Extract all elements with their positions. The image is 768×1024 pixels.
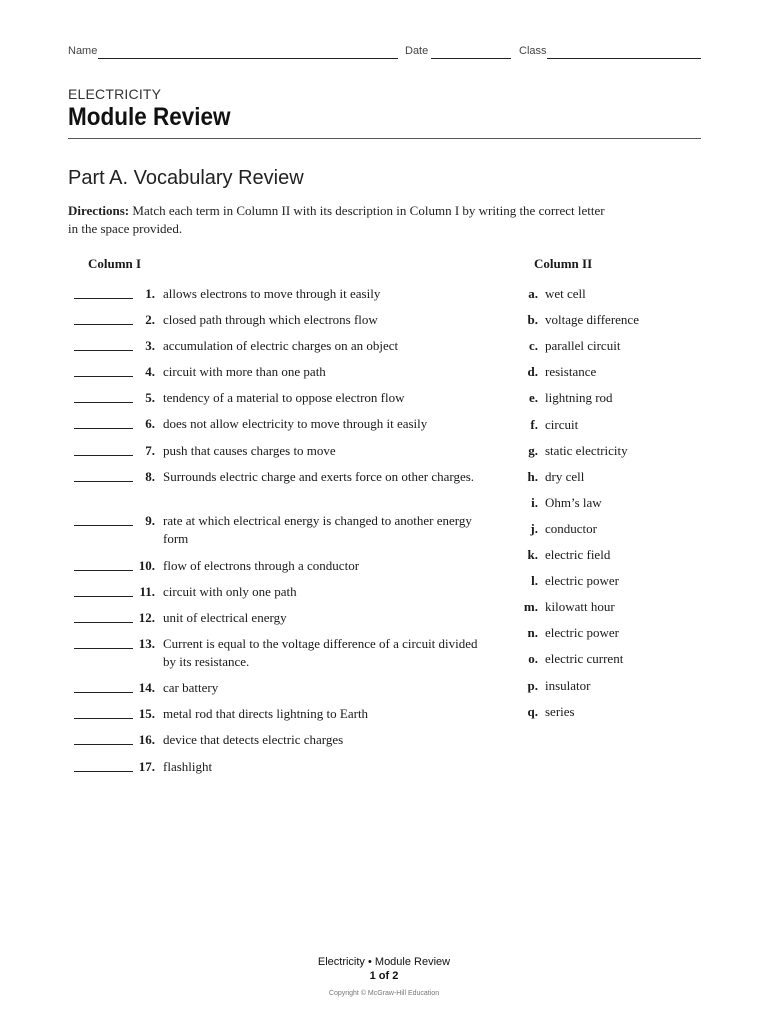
option-text: parallel circuit xyxy=(545,338,621,354)
answer-blank[interactable] xyxy=(74,298,133,299)
question-text: unit of electrical energy xyxy=(163,610,287,625)
option-text: voltage difference xyxy=(545,312,639,328)
question-text: accumulation of electric charges on an object xyxy=(163,338,399,353)
question-number: 3. xyxy=(145,338,155,353)
answer-blank[interactable] xyxy=(74,570,133,571)
option-text: lightning rod xyxy=(545,390,613,406)
question-text: metal rod that directs lightning to Earth xyxy=(163,706,369,721)
class-label: Class xyxy=(519,45,547,57)
footer-title: Electricity • Module Review xyxy=(317,956,451,968)
option-text: electric power xyxy=(545,625,619,641)
answer-blank[interactable] xyxy=(74,525,133,526)
answer-blank[interactable] xyxy=(74,376,133,377)
option-text: circuit xyxy=(545,416,579,432)
option-letter: p. xyxy=(527,677,538,693)
name-label: Name xyxy=(68,45,98,57)
question-text: flow of electrons through a conductor xyxy=(163,558,360,573)
question-text: circuit with only one path xyxy=(163,584,297,599)
answer-blank[interactable] xyxy=(74,481,133,482)
option-letter: h. xyxy=(527,468,538,484)
answer-blank[interactable] xyxy=(74,350,133,351)
question-text: device that detects electric charges xyxy=(163,732,344,747)
question-text: Current is equal to the voltage difference of a circuit divided by its resistance. xyxy=(163,636,478,669)
option-letter: b. xyxy=(527,312,538,328)
option-letter: m. xyxy=(523,599,538,615)
answer-blank[interactable] xyxy=(74,455,133,456)
answer-blank[interactable] xyxy=(74,622,133,623)
answer-blank[interactable] xyxy=(74,692,133,693)
question-number: 9. xyxy=(145,513,155,528)
answer-blank[interactable] xyxy=(74,648,133,649)
option-letter: f. xyxy=(530,416,538,432)
answer-blank[interactable] xyxy=(74,744,133,745)
question-number: 16. xyxy=(138,732,155,747)
question-number: 10. xyxy=(138,558,155,573)
answer-blank[interactable] xyxy=(74,718,133,719)
option-letter: q. xyxy=(527,703,538,719)
option-letter: n. xyxy=(527,625,538,641)
page-number: 1 of 2 xyxy=(369,970,399,982)
question-text: closed path through which electrons flow xyxy=(163,312,378,327)
answer-blank[interactable] xyxy=(74,402,133,403)
question-text: flashlight xyxy=(163,759,213,774)
option-text: wet cell xyxy=(545,286,586,301)
question-text: Surrounds electric charge and exerts force on other charges. xyxy=(163,469,475,484)
option-text: electric current xyxy=(545,651,624,667)
option-text: kilowatt hour xyxy=(545,599,615,615)
column2-header: Column II xyxy=(534,256,593,271)
question-text: tendency of a material to oppose electron flow xyxy=(163,390,405,405)
option-letter: a. xyxy=(528,286,538,301)
option-letter: o. xyxy=(528,651,538,667)
question-number: 14. xyxy=(138,680,155,695)
option-text: static electricity xyxy=(545,442,628,458)
question-text: allows electrons to move through it easily xyxy=(163,286,381,301)
question-text: rate at which electrical energy is changed to another energy form xyxy=(163,513,472,546)
student-info-header xyxy=(68,44,701,62)
question-number: 4. xyxy=(145,364,155,379)
question-number: 17. xyxy=(138,759,155,774)
question-number: 12. xyxy=(138,610,155,625)
option-letter: e. xyxy=(528,390,538,406)
question-number: 2. xyxy=(145,312,155,327)
option-letter: g. xyxy=(528,442,538,458)
question-number: 11. xyxy=(139,584,155,599)
question-number: 7. xyxy=(145,443,155,458)
question-number: 13. xyxy=(138,636,155,651)
answer-blank[interactable] xyxy=(74,596,133,597)
answer-blank[interactable] xyxy=(74,771,133,772)
option-text: electric power xyxy=(545,573,619,589)
subject-label: ELECTRICITY xyxy=(68,86,162,102)
question-text: push that causes charges to move xyxy=(163,443,336,458)
option-text: conductor xyxy=(545,520,597,536)
answer-blank[interactable] xyxy=(74,324,133,325)
option-text: electric field xyxy=(545,547,611,562)
option-text: resistance xyxy=(545,364,597,380)
option-letter: d. xyxy=(527,364,538,380)
option-letter: c. xyxy=(528,338,538,354)
option-letter: j. xyxy=(530,520,538,536)
question-text: does not allow electricity to move through it easily xyxy=(163,416,428,431)
option-text: insulator xyxy=(545,677,591,693)
option-letter: l. xyxy=(531,573,538,589)
option-text: dry cell xyxy=(545,468,585,484)
question-number: 6. xyxy=(145,416,155,431)
option-letter: k. xyxy=(527,547,538,562)
class-field[interactable] xyxy=(547,58,701,59)
copyright: Copyright © McGraw-Hill Education xyxy=(328,990,440,997)
question-number: 5. xyxy=(145,390,155,405)
question-number: 8. xyxy=(145,469,155,484)
question-number: 1. xyxy=(145,286,155,301)
column1-header: Column I xyxy=(88,256,142,271)
title-divider xyxy=(68,138,701,139)
directions xyxy=(68,202,608,238)
question-number: 15. xyxy=(138,706,155,721)
answer-blank[interactable] xyxy=(74,428,133,429)
question-text: car battery xyxy=(163,680,219,695)
directions-label: Directions: xyxy=(68,203,130,218)
part-title: Part A. Vocabulary Review xyxy=(68,167,304,189)
question-text: circuit with more than one path xyxy=(163,364,326,379)
directions-text: Match each term in Column II with its description in Column I by writing the correct letter in the space provided. xyxy=(68,203,605,236)
date-label: Date xyxy=(405,45,429,57)
page-title: Module Review xyxy=(68,103,231,131)
name-field[interactable] xyxy=(98,58,398,59)
option-text: Ohm’s law xyxy=(545,494,602,510)
date-field[interactable] xyxy=(431,58,511,59)
option-text: series xyxy=(545,703,575,719)
option-letter: i. xyxy=(531,494,538,510)
